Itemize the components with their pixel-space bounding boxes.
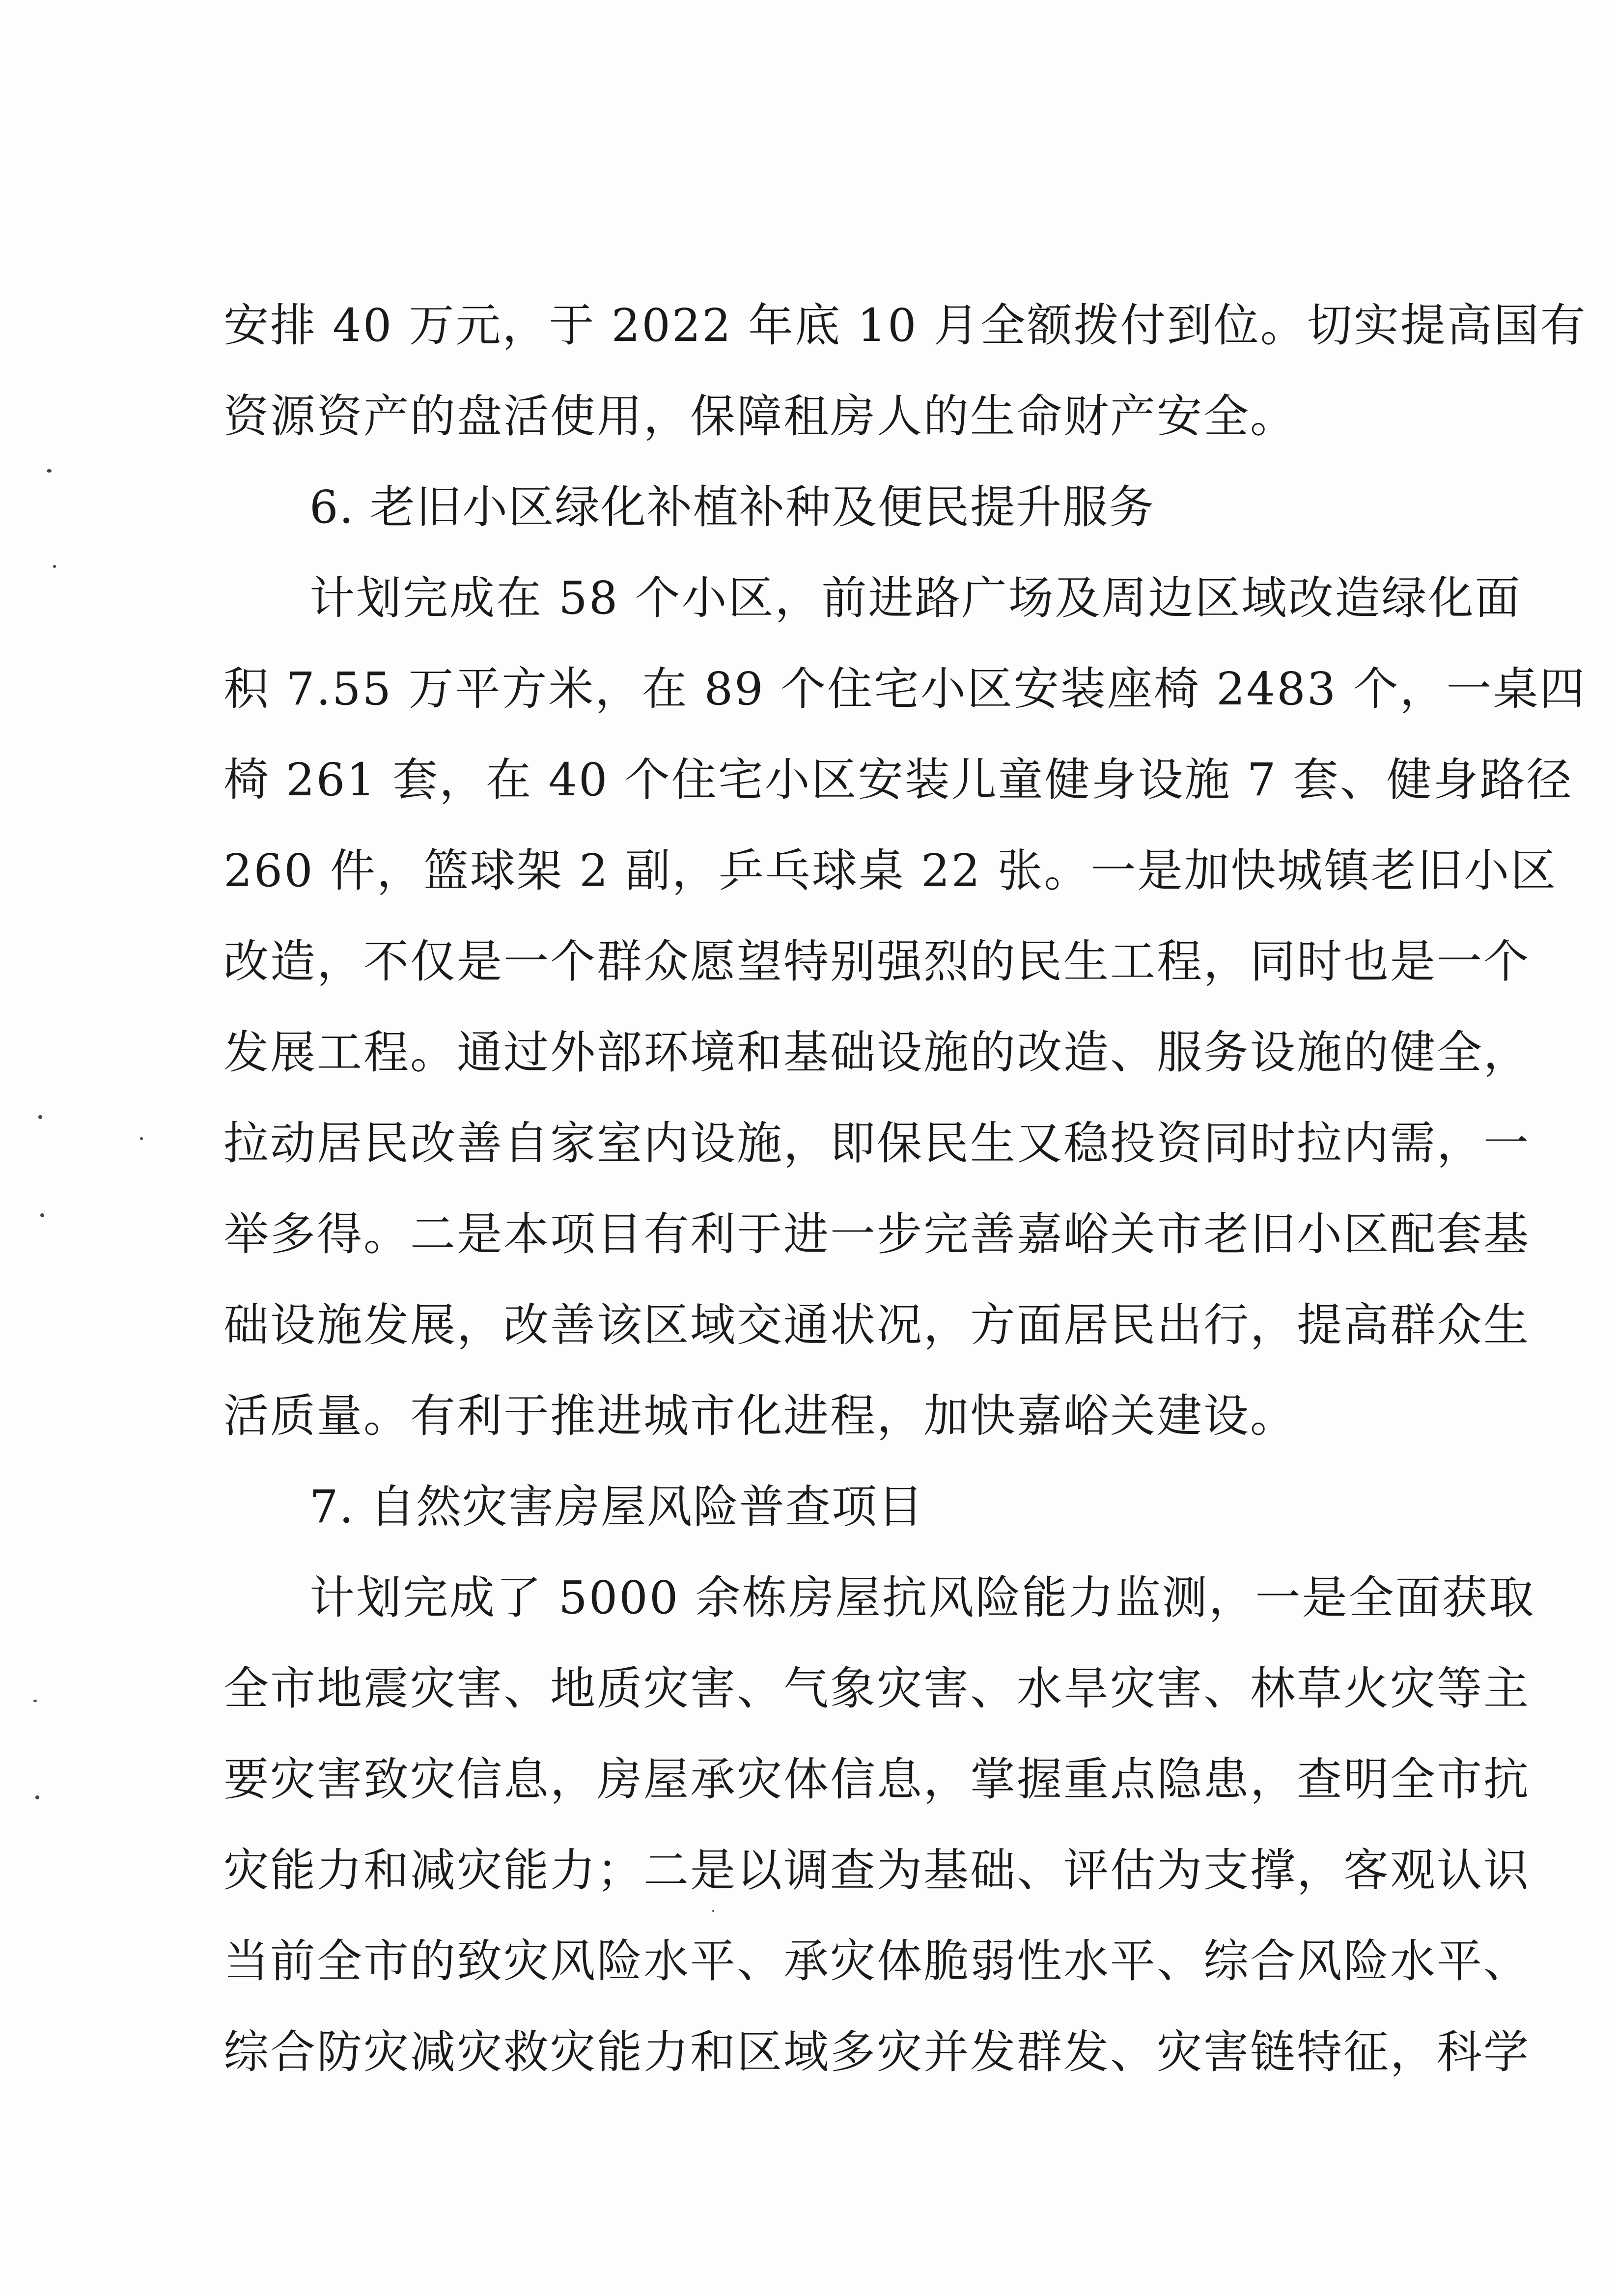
text-line-1: 安排 40 万元，于 2022 年底 10 月全额拨付到位。切实提高国有 (223, 299, 1587, 352)
scan-speck (33, 1700, 37, 1702)
text-line-11: 举多得。二是本项目有利于进一步完善嘉峪关市老旧小区配套基 (223, 1208, 1531, 1260)
scan-speck (47, 469, 52, 473)
text-line-17: 要灾害致灾信息，房屋承灾体信息，掌握重点隐患，查明全市抗 (223, 1753, 1531, 1806)
text-line-4: 计划完成在 58 个小区，前进路广场及周边区域改造绿化面 (309, 572, 1522, 624)
text-line-18: 灾能力和减灾能力；二是以调查为基础、评估为支撑，客观认识 (223, 1844, 1531, 1897)
scan-speck (40, 1213, 44, 1217)
text-line-20: 综合防灾减灾救灾能力和区域多灾并发群发、灾害链特征，科学 (223, 2026, 1531, 2078)
scan-speck (140, 1137, 143, 1140)
text-line-12: 础设施发展，改善该区域交通状况，方面居民出行，提高群众生 (223, 1299, 1531, 1351)
section-heading-6: 6. 老旧小区绿化补植补种及便民提升服务 (309, 481, 1155, 533)
text-line-19: 当前全市的致灾风险水平、承灾体脆弱性水平、综合风险水平、 (223, 1935, 1531, 1988)
scan-speck (35, 1795, 39, 1799)
text-line-7: 260 件，篮球架 2 副，乒乓球桌 22 张。一是加快城镇老旧小区 (223, 844, 1558, 897)
text-line-10: 拉动居民改善自家室内设施，即保民生又稳投资同时拉内需，一 (223, 1117, 1531, 1170)
text-line-6: 椅 261 套，在 40 个住宅小区安装儿童健身设施 7 套、健身路径 (223, 754, 1573, 806)
scan-speck (53, 565, 56, 568)
scan-speck (38, 1115, 42, 1119)
text-line-16: 全市地震灾害、地质灾害、气象灾害、水旱灾害、林草火灾等主 (223, 1662, 1531, 1715)
text-line-15: 计划完成了 5000 余栋房屋抗风险能力监测，一是全面获取 (309, 1571, 1535, 1624)
text-line-9: 发展工程。通过外部环境和基础设施的改造、服务设施的健全， (223, 1026, 1531, 1079)
text-line-5: 积 7.55 万平方米，在 89 个住宅小区安装座椅 2483 个，一桌四 (223, 663, 1587, 715)
text-line-13: 活质量。有利于推进城市化进程，加快嘉峪关建设。 (223, 1390, 1297, 1442)
text-line-8: 改造，不仅是一个群众愿望特别强烈的民生工程，同时也是一个 (223, 935, 1531, 988)
section-heading-7: 7. 自然灾害房屋风险普查项目 (309, 1481, 924, 1533)
text-line-2: 资源资产的盘活使用，保障租房人的生命财产安全。 (223, 390, 1297, 443)
scan-speck (712, 1910, 714, 1912)
body-text (223, 280, 1587, 2098)
